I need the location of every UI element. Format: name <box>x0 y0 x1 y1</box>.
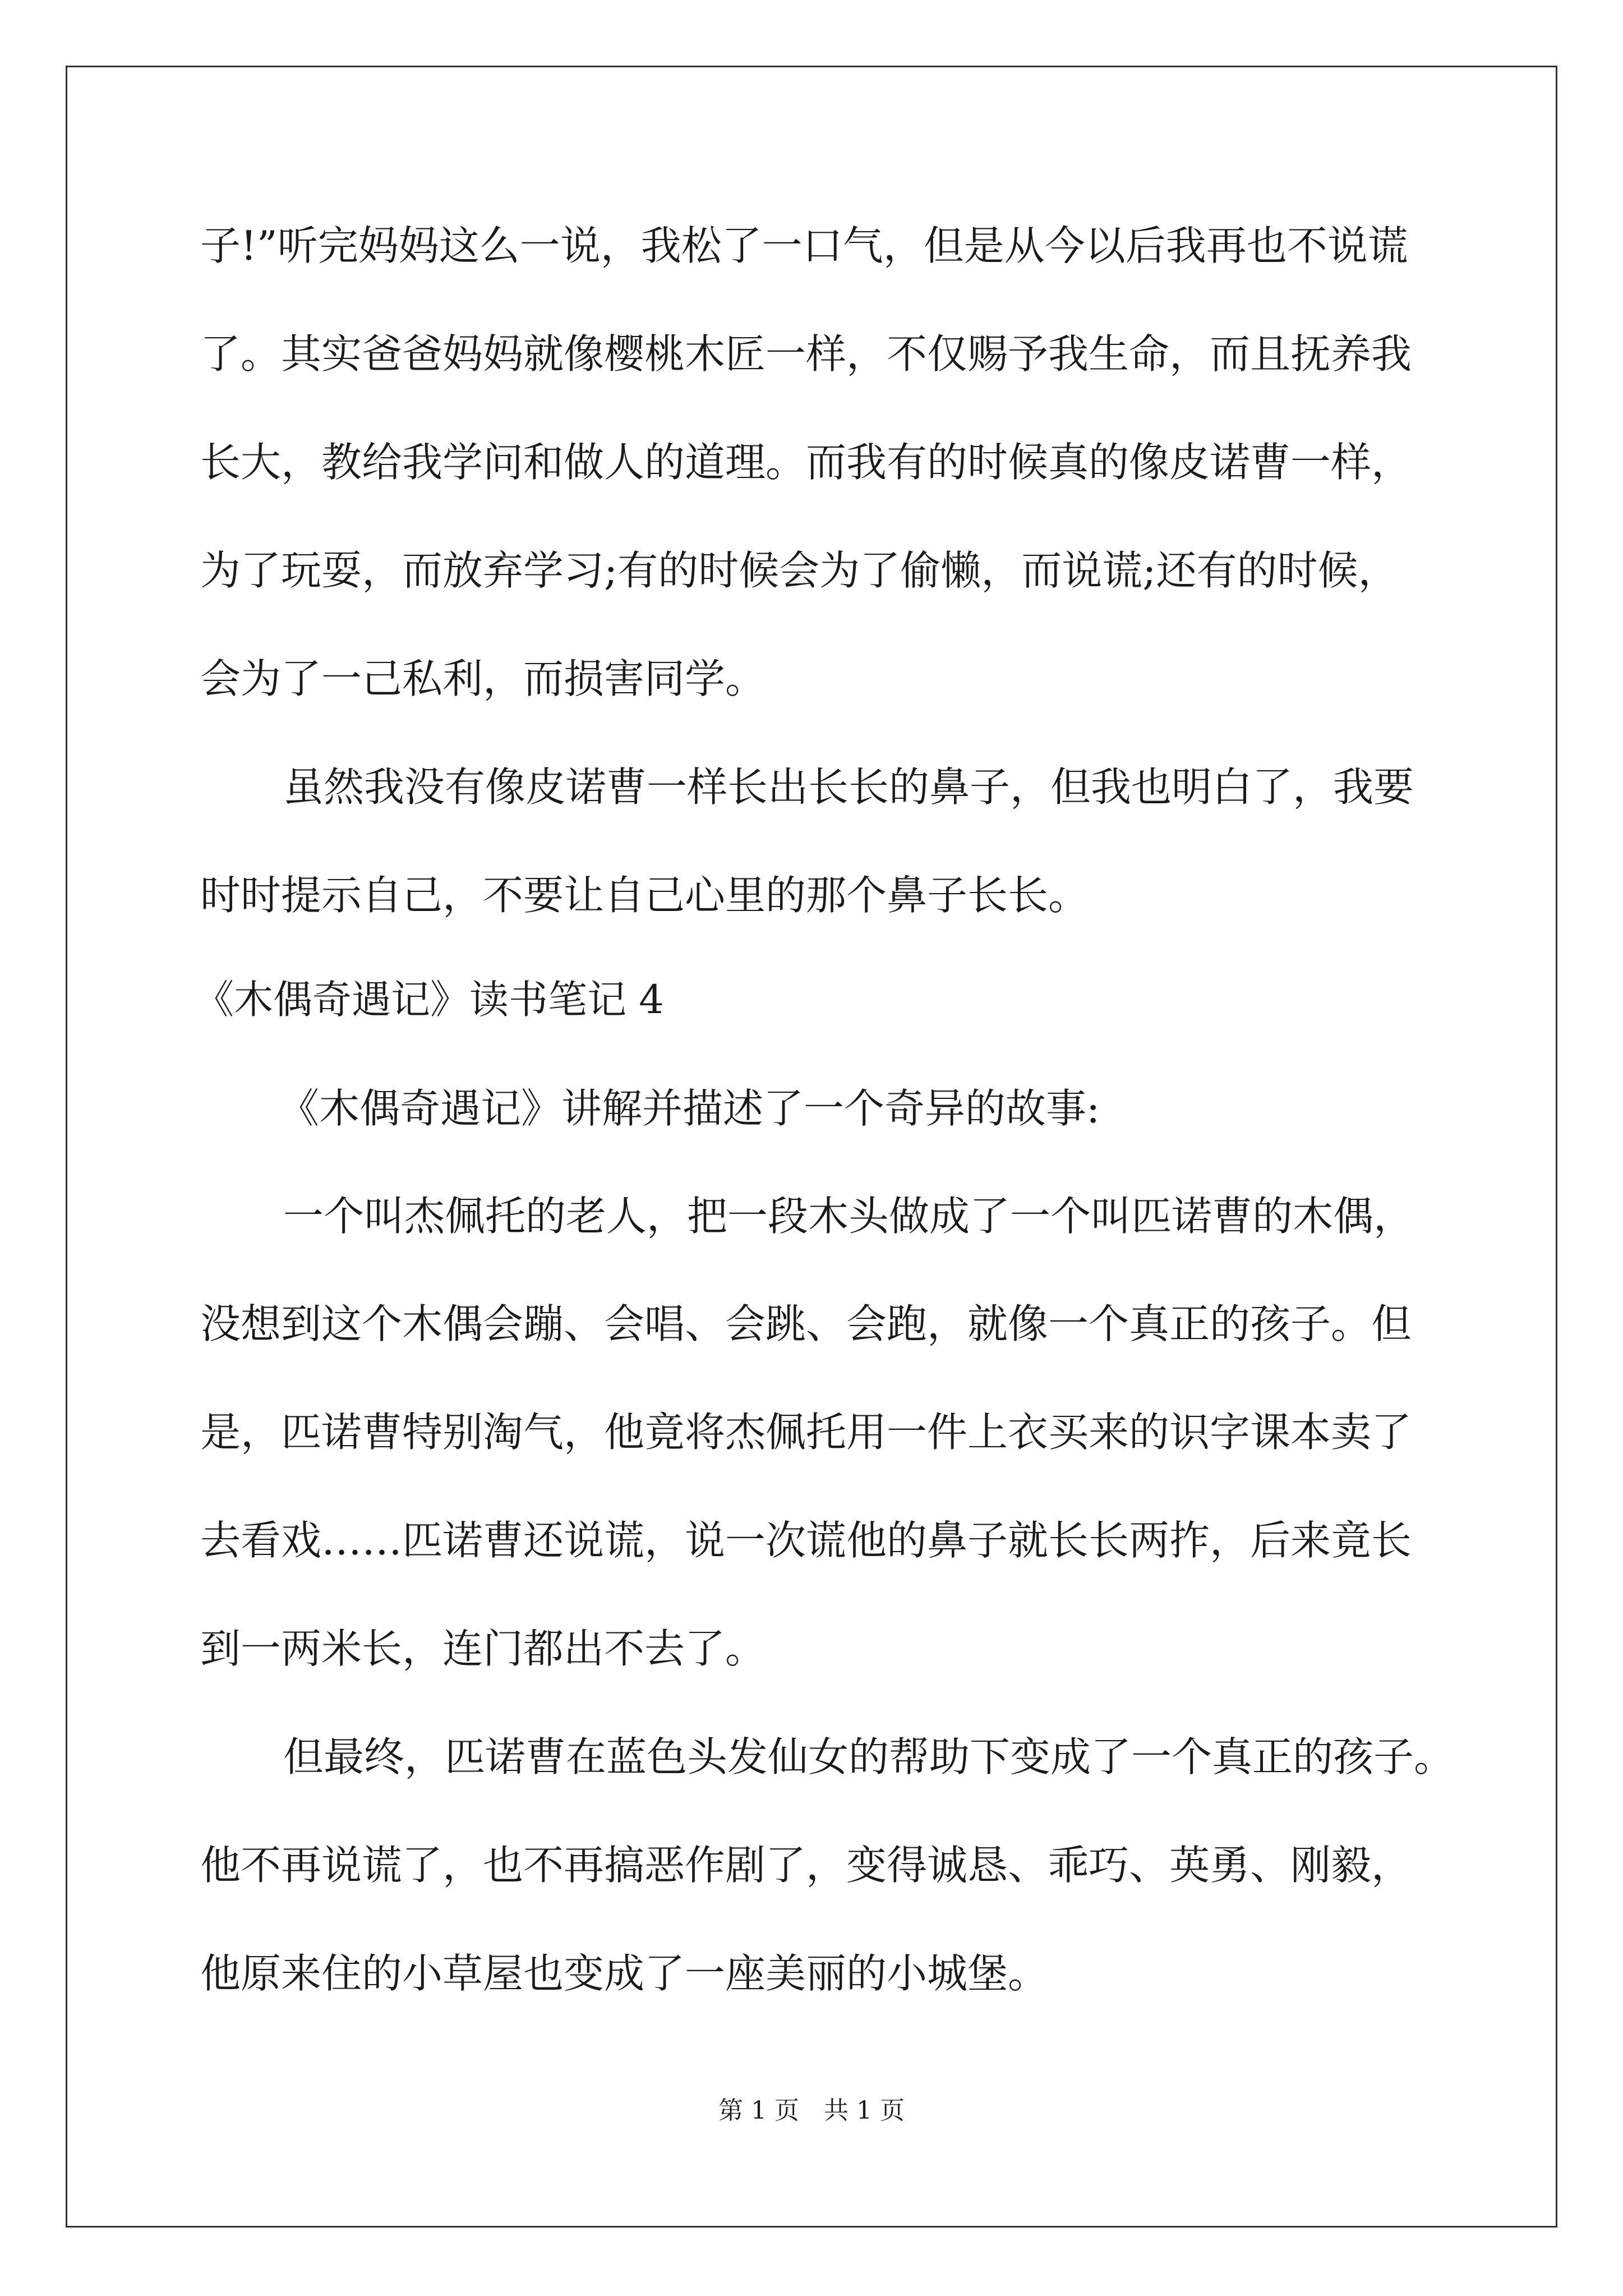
paragraph-4-line-5: 到一两米长，连门都出不去了。 <box>200 1625 766 1672</box>
paragraph-1-line-2: 了。其实爸爸妈妈就像樱桃木匠一样，不仅赐予我生命，而且抚养我 <box>200 330 1412 378</box>
paragraph-2-line-2: 时时提示自己，不要让自己心里的那个鼻子长长。 <box>200 872 1089 919</box>
page-frame <box>66 66 1557 2228</box>
paragraph-5-line-1: 但最终，匹诺曹在蓝色头发仙女的帮助下变成了一个真正的孩子。 <box>283 1733 1455 1780</box>
paragraph-2-line-1: 虽然我没有像皮诺曹一样长出长长的鼻子，但我也明白了，我要 <box>283 763 1414 811</box>
paragraph-1-line-3: 长大，教给我学问和做人的道理。而我有的时候真的像皮诺曹一样， <box>200 439 1412 486</box>
section-heading: 《木偶奇遇记》读书笔记 4 <box>195 977 664 1023</box>
paragraph-1-line-5: 会为了一己私利，而损害同学。 <box>200 655 766 702</box>
paragraph-5-line-2: 他不再说谎了，也不再搞恶作剧了，变得诚恳、乖巧、英勇、刚毅， <box>200 1842 1412 1889</box>
page-footer: 第 1 页 共 1 页 <box>718 2096 905 2125</box>
paragraph-3-line-1: 《木偶奇遇记》讲解并描述了一个奇异的故事: <box>279 1085 1100 1132</box>
paragraph-4-line-1: 一个叫杰佩托的老人，把一段木头做成了一个叫匹诺曹的木偶， <box>283 1193 1414 1240</box>
paragraph-1-line-4: 为了玩耍，而放弃学习;有的时候会为了偷懒，而说谎;还有的时候， <box>200 547 1399 594</box>
paragraph-4-line-2: 没想到这个木偶会蹦、会唱、会跳、会跑，就像一个真正的孩子。但 <box>200 1300 1412 1347</box>
paragraph-5-line-3: 他原来住的小草屋也变成了一座美丽的小城堡。 <box>200 1950 1049 1997</box>
paragraph-1-line-1: 子!”听完妈妈这么一说，我松了一口气，但是从今以后我再也不说谎 <box>200 222 1408 269</box>
paragraph-4-line-3: 是，匹诺曹特别淘气，他竟将杰佩托用一件上衣买来的识字课本卖了 <box>200 1409 1412 1456</box>
paragraph-4-line-4: 去看戏……匹诺曹还说谎，说一次谎他的鼻子就长长两拃，后来竟长 <box>200 1517 1412 1564</box>
